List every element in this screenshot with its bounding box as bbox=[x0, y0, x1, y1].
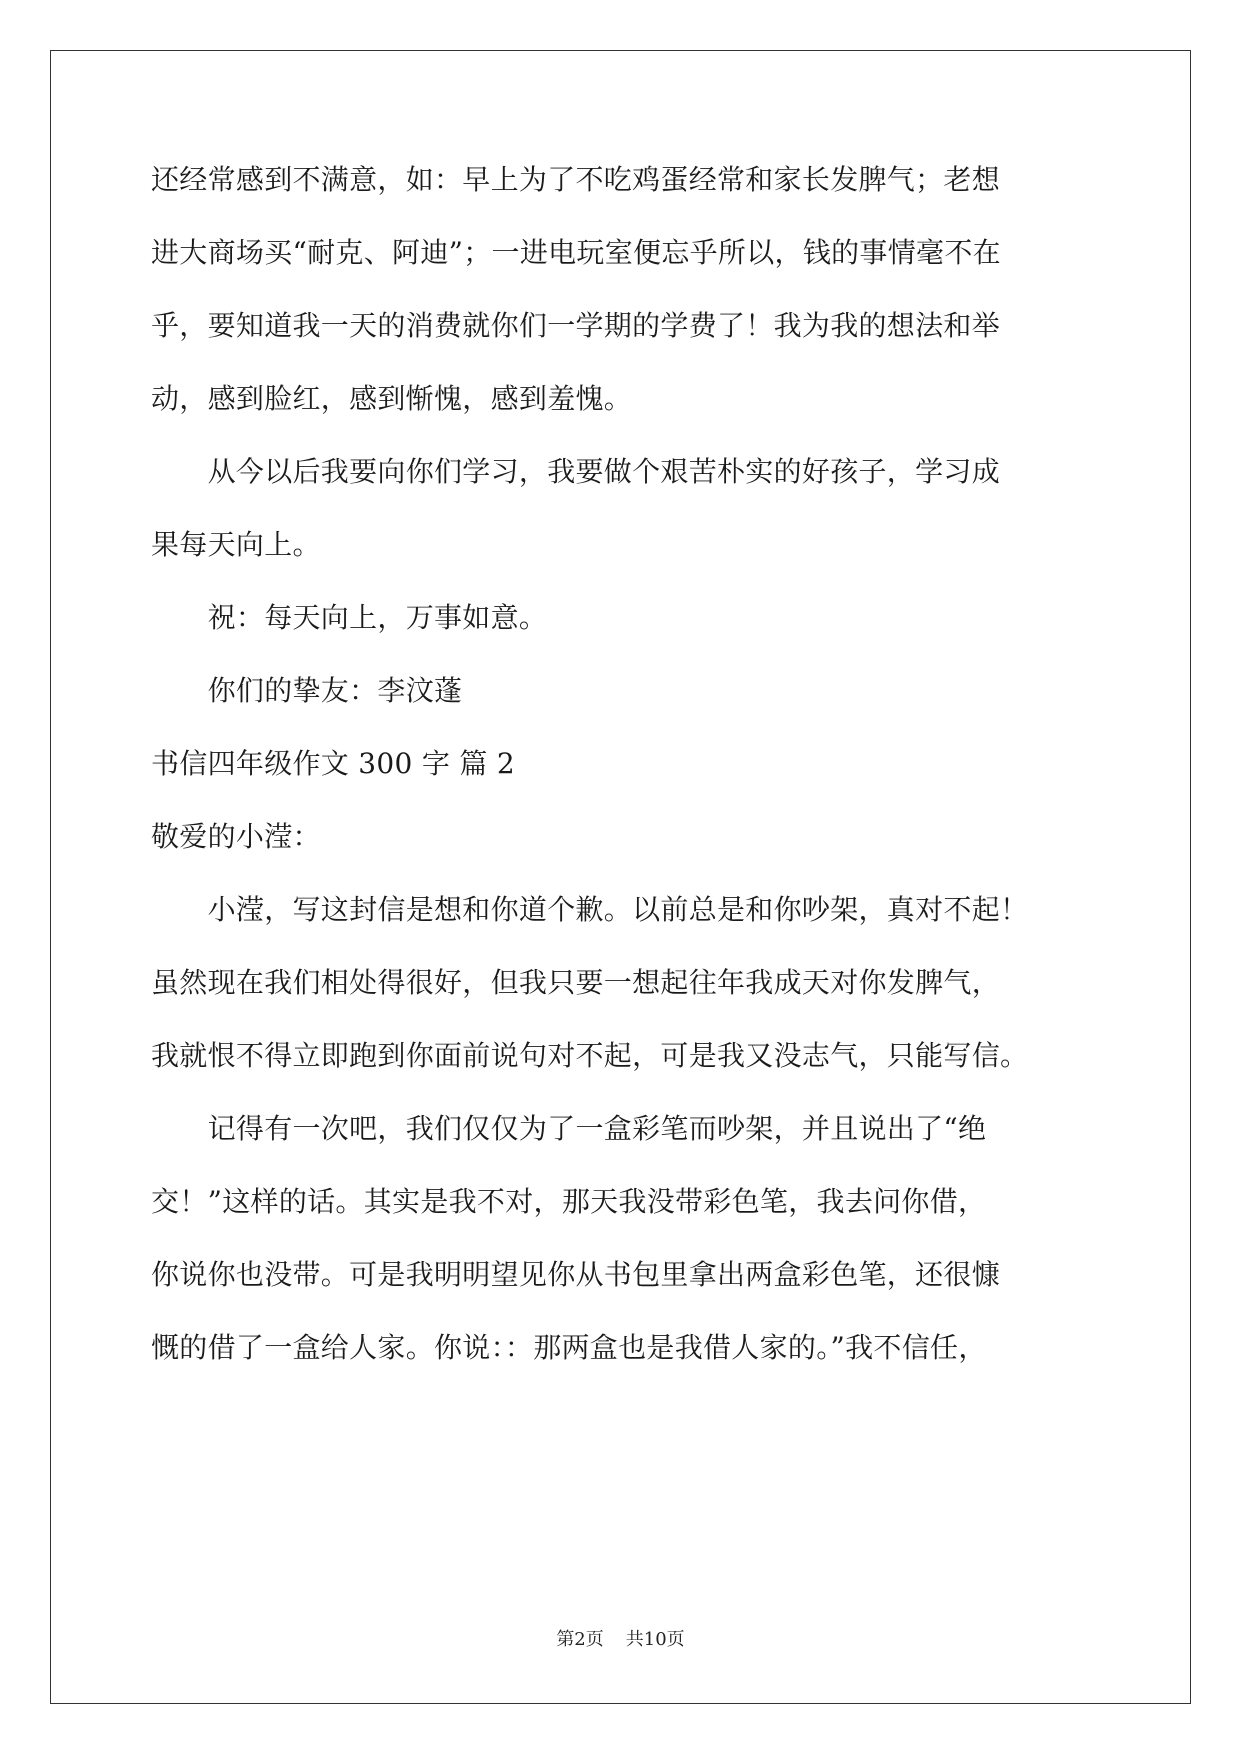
text-line: 我就恨不得立即跑到你面前说句对不起，可是我又没志气，只能写信。 bbox=[151, 1039, 1029, 1072]
text-line: 记得有一次吧，我们仅仅为了一盒彩笔而吵架，并且说出了“绝 bbox=[151, 1112, 987, 1145]
page-border bbox=[50, 50, 1191, 1704]
text-line: 从今以后我要向你们学习，我要做个艰苦朴实的好孩子，学习成 bbox=[151, 455, 1001, 488]
text-line: 乎，要知道我一天的消费就你们一学期的学费了！我为我的想法和举 bbox=[151, 309, 1001, 342]
page-footer bbox=[0, 1628, 1241, 1652]
text-line: 动，感到脸红，感到惭愧，感到羞愧。 bbox=[151, 382, 633, 415]
salutation: 敬爱的小滢： bbox=[151, 820, 321, 853]
text-line: 祝：每天向上，万事如意。 bbox=[151, 601, 548, 634]
text-line: 进大商场买“耐克、阿迪”；一进电玩室便忘乎所以，钱的事情毫不在 bbox=[151, 236, 1001, 269]
text-line: 你们的挚友：李汶蓬 bbox=[151, 674, 463, 707]
text-line: 果每天向上。 bbox=[151, 528, 321, 561]
section-heading: 书信四年级作文 300 字 篇 2 bbox=[151, 747, 515, 780]
text-line: 慨的借了一盒给人家。你说：：那两盒也是我借人家的。”我不信任， bbox=[151, 1331, 987, 1364]
text-line: 交！”这样的话。其实是我不对，那天我没带彩色笔，我去问你借， bbox=[151, 1185, 987, 1218]
page-total: 共10页 bbox=[625, 1629, 685, 1650]
text-line: 还经常感到不满意，如：早上为了不吃鸡蛋经常和家长发脾气；老想 bbox=[151, 163, 1001, 196]
text-line: 小滢，写这封信是想和你道个歉。以前总是和你吵架，真对不起！ bbox=[151, 893, 1029, 926]
text-line: 虽然现在我们相处得很好，但我只要一想起往年我成天对你发脾气， bbox=[151, 966, 1001, 999]
text-line: 你说你也没带。可是我明明望见你从书包里拿出两盒彩色笔，还很慷 bbox=[151, 1258, 1001, 1291]
page-number: 第2页 bbox=[556, 1629, 604, 1650]
